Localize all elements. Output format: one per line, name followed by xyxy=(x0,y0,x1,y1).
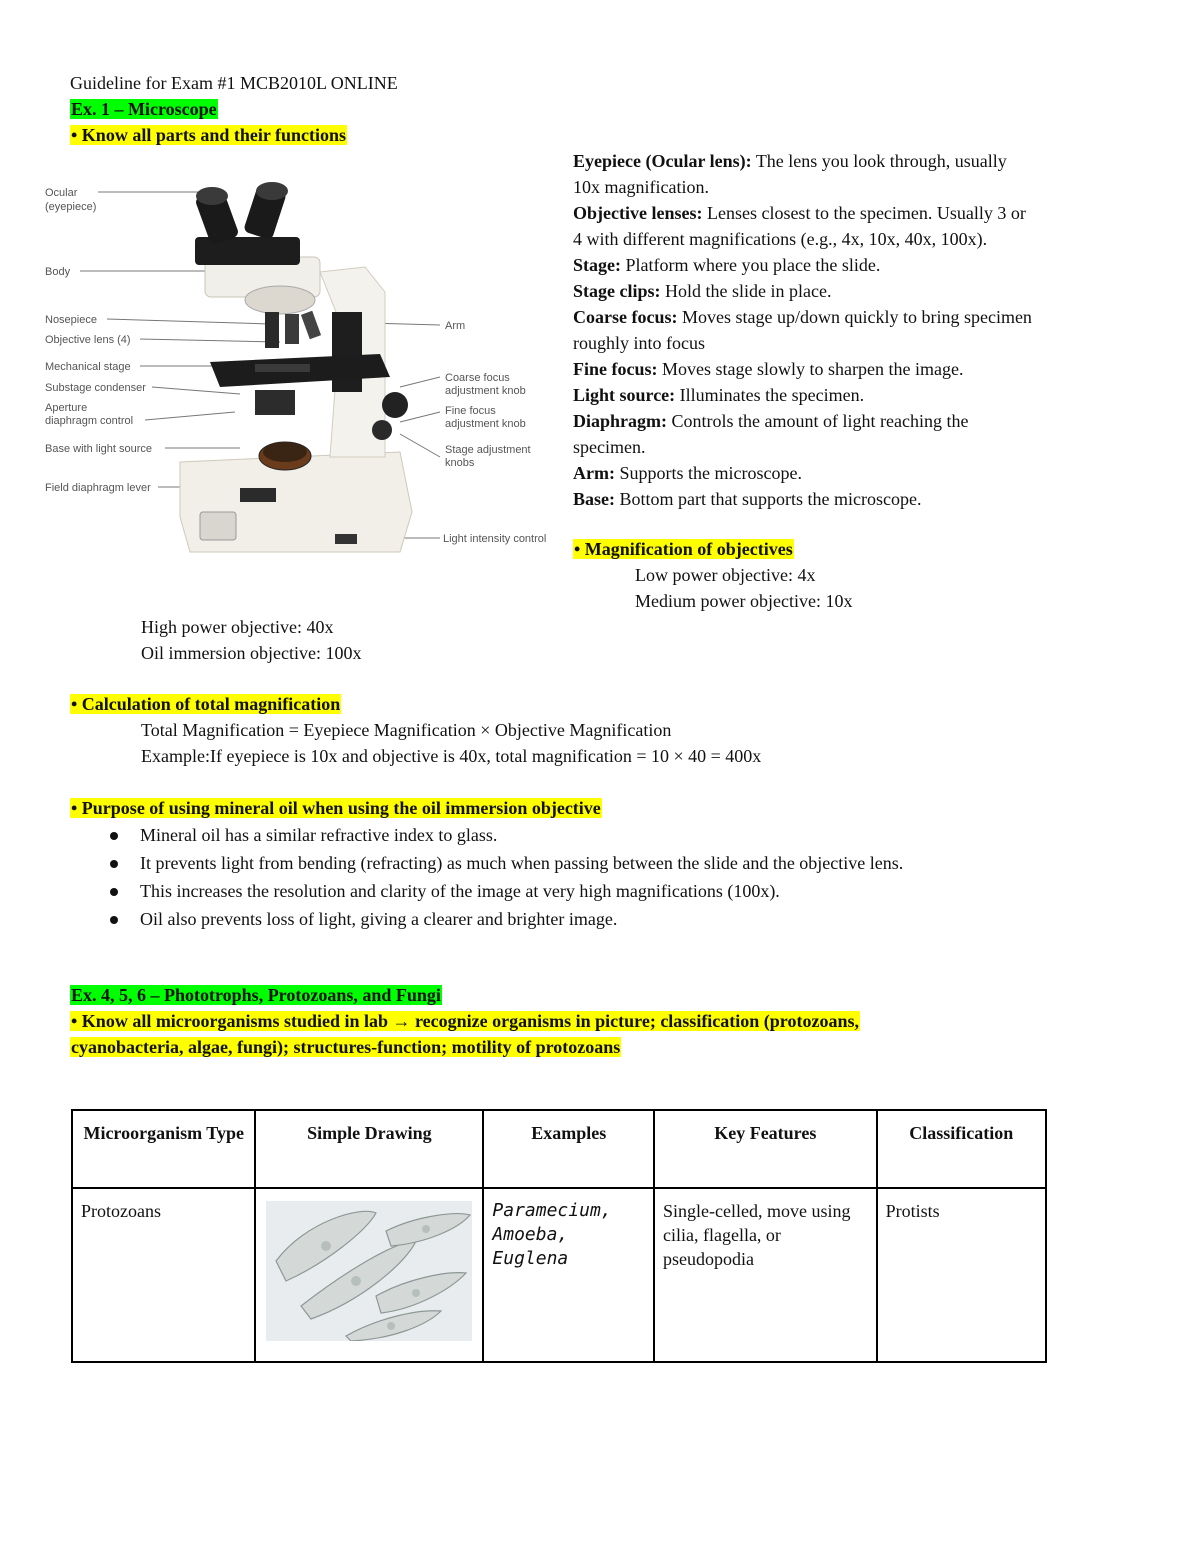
label-fine2: adjustment knob xyxy=(445,418,526,430)
example-euglena: Euglena xyxy=(492,1248,569,1269)
list-item: It prevents light from bending (refracting) as much when passing between the slide and the objective lens. xyxy=(70,850,1130,878)
section2-subheading-line2: cyanobacteria, algae, fungi); structures-function; motility of protozoans xyxy=(71,1037,621,1057)
list-item: Oil also prevents loss of light, giving a clearer and brighter image. xyxy=(70,906,1130,934)
def-stage: Stage: Platform where you place the slide. xyxy=(573,255,881,275)
oil-points-list xyxy=(70,822,1130,934)
medium-power-text: Medium power objective: 10x xyxy=(635,591,853,611)
def-base: Base: Bottom part that supports the microscope. xyxy=(573,489,922,509)
header-examples: Examples xyxy=(483,1110,654,1188)
def-coarse-focus-cont: roughly into focus xyxy=(573,333,705,353)
label-field-diaphragm: Field diaphragm lever xyxy=(45,482,151,494)
microorganism-table xyxy=(71,1109,1047,1363)
section2-subheading-line1-wrap xyxy=(70,1008,860,1034)
example-paramecium: Paramecium, xyxy=(492,1200,612,1221)
example-amoeba: Amoeba, xyxy=(492,1224,569,1245)
label-ocular: Ocular xyxy=(45,187,78,199)
def-coarse-focus: Coarse focus: Moves stage up/down quickly to bring specimen xyxy=(573,307,1032,327)
def-diaphragm-cont: specimen. xyxy=(573,437,646,457)
label-light-intensity: Light intensity control xyxy=(443,533,547,545)
label-aperture2: diaphragm control xyxy=(45,415,134,427)
def-objective-cont: 4 with different magnifications (e.g., 4x, 10x, 40x, 100x). xyxy=(573,229,988,249)
section2-heading-wrap xyxy=(70,982,442,1008)
label-base-light: Base with light source xyxy=(45,443,152,455)
label-fine1: Fine focus xyxy=(445,405,496,417)
header-drawing: Simple Drawing xyxy=(255,1110,483,1188)
label-nosepiece: Nosepiece xyxy=(45,314,97,326)
section1-heading: Ex. 1 – Microscope xyxy=(71,99,217,119)
table-row xyxy=(72,1188,1046,1362)
label-mech-stage: Mechanical stage xyxy=(45,361,131,373)
section2-heading: Ex. 4, 5, 6 – Phototrophs, Protozoans, and Fungi xyxy=(71,985,441,1005)
section2-subheading-line1: • Know all microorganisms studied in lab → recognize organisms in picture; classification (protozoans, xyxy=(71,1011,859,1031)
def-arm: Arm: Supports the microscope. xyxy=(573,463,802,483)
label-objective: Objective lens (4) xyxy=(45,334,131,346)
label-eyepiece: (eyepiece) xyxy=(45,201,97,213)
magnification-heading: • Magnification of objectives xyxy=(574,539,793,559)
cell-type: Protozoans xyxy=(72,1188,255,1362)
label-substage: Substage condenser xyxy=(45,382,146,394)
calc-heading-wrap xyxy=(70,691,341,717)
def-objective: Objective lenses: Lenses closest to the specimen. Usually 3 or xyxy=(573,203,1026,223)
header-type: Microorganism Type xyxy=(72,1110,255,1188)
def-eyepiece: Eyepiece (Ocular lens): The lens you look through, usually xyxy=(573,151,1007,171)
microscope-diagram xyxy=(40,172,565,557)
oil-immersion-text: Oil immersion objective: 100x xyxy=(141,643,362,663)
cell-examples xyxy=(483,1188,654,1362)
low-power-text: Low power objective: 4x xyxy=(635,565,816,585)
list-item: This increases the resolution and clarity of the image at very high magnifications (100x). xyxy=(70,878,1130,906)
cell-features: Single-celled, move using cilia, flagella, or pseudopodia xyxy=(654,1188,877,1362)
microscope-body xyxy=(180,182,412,552)
section1-heading-wrap xyxy=(70,96,218,122)
oil-heading-wrap xyxy=(70,795,602,821)
document-title: Guideline for Exam #1 MCB2010L ONLINE xyxy=(70,73,398,93)
label-aperture1: Aperture xyxy=(45,402,88,414)
calc-formula: Total Magnification = Eyepiece Magnification × Objective Magnification xyxy=(141,720,672,740)
def-eyepiece-cont: 10x magnification. xyxy=(573,177,709,197)
def-fine-focus: Fine focus: Moves stage slowly to sharpen the image. xyxy=(573,359,964,379)
section1-subheading: • Know all parts and their functions xyxy=(71,125,347,145)
cell-classification: Protists xyxy=(877,1188,1046,1362)
section2-subheading-line2-wrap xyxy=(70,1034,621,1060)
def-stage-clips: Stage clips: Hold the slide in place. xyxy=(573,281,832,301)
header-classification: Classification xyxy=(877,1110,1046,1188)
definitions-list xyxy=(573,148,1143,512)
oil-heading: • Purpose of using mineral oil when using the oil immersion objective xyxy=(71,798,601,818)
label-arm: Arm xyxy=(445,320,466,332)
magnification-heading-wrap xyxy=(573,536,794,562)
header-features: Key Features xyxy=(654,1110,877,1188)
table-header-row xyxy=(72,1110,1046,1188)
list-item: Mineral oil has a similar refractive index to glass. xyxy=(70,822,1130,850)
calc-example: Example:If eyepiece is 10x and objective is 40x, total magnification = 10 × 40 = 400x xyxy=(141,746,762,766)
label-coarse2: adjustment knob xyxy=(445,385,526,397)
def-light-source: Light source: Illuminates the specimen. xyxy=(573,385,865,405)
cell-drawing xyxy=(255,1188,483,1362)
calc-heading: • Calculation of total magnification xyxy=(71,694,341,714)
paramecium-image xyxy=(266,1201,472,1341)
label-stage-adj2: knobs xyxy=(445,457,475,469)
high-power-text: High power objective: 40x xyxy=(141,617,334,637)
label-body: Body xyxy=(45,266,71,278)
label-stage-adj1: Stage adjustment xyxy=(445,444,531,456)
section1-subheading-wrap xyxy=(70,122,347,148)
def-diaphragm: Diaphragm: Controls the amount of light reaching the xyxy=(573,411,969,431)
label-coarse1: Coarse focus xyxy=(445,372,510,384)
